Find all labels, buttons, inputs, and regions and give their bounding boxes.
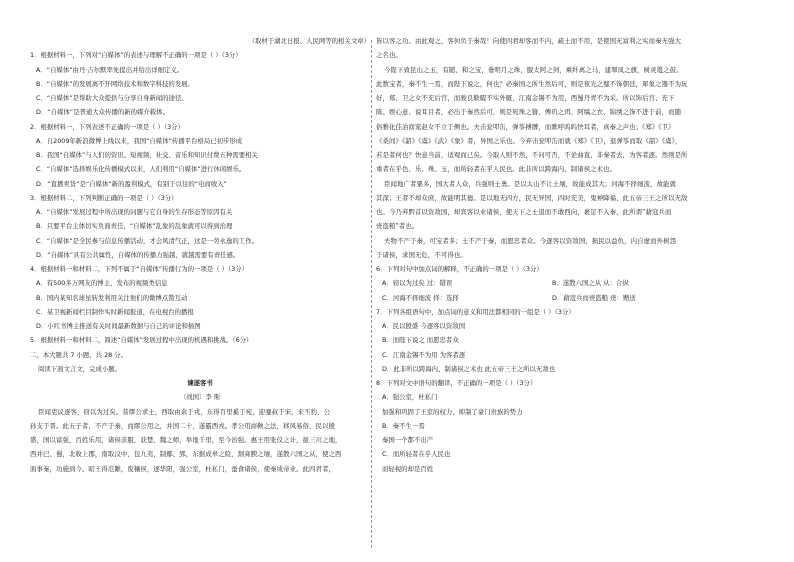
question-6-stem: 6．下列对句中加点词的解释，不正确的一项是（ ）（3分） <box>376 265 543 273</box>
question-1-stem: 1．根据材料一，下列对“自媒体”的表述与理解不正确的一项是（ ）（3分） <box>30 51 242 60</box>
passage-line: 之名也。 <box>376 51 402 60</box>
question-7-option-d[interactable]: D．此非所以跨海内、制诸侯之术也 此五帝三王之所以无敌也 <box>382 364 556 373</box>
passage-line: 面事秦，功施到今。昭王得范雎，废穰侯，逐华阳，强公室，杜私门，蚕食诸侯，使秦成帝业。此四君者， <box>30 464 336 473</box>
question-6-option-b[interactable]: B．遂散六国之从 从：合纵 <box>552 279 629 288</box>
question-7-option-c[interactable]: C．江南金锡不为用 为客者逐 <box>382 350 466 359</box>
question-7-option-b[interactable]: B．而陛下说之 而愿忠者众 <box>382 336 459 345</box>
right-column <box>376 34 764 476</box>
question-2-option-d[interactable]: D．“直播卖货”是“自媒体”新的盈利模式，有别于以往的“电商收入” <box>36 179 227 188</box>
passage-line: 也。今乃弃黔首以资敌国，却宾客以业诸侯，使天下之士退而不敢西向，裹足不入秦，此所谓“藉寇兵而 <box>376 208 672 216</box>
question-4-option-a[interactable]: A．有500多万网友的博主，发布的视频类信息 <box>36 279 168 288</box>
question-5: 5．根据材料一和材料二，简述“自媒体”发展过程中出现的机遇和挑战。（6分） <box>30 336 253 345</box>
passage-line: 陈、娱心意、说耳目者，必出于秦然后可，则是宛珠之簪、傅玑之珥、阿缟之衣、锦绣之饰不进于前，而随 <box>376 108 682 117</box>
question-8-option-a[interactable]: A．强公室，杜私门 <box>382 393 438 402</box>
question-4-option-d[interactable]: D．小红书博主推送有关时间最新数据与自己的评论和插图 <box>36 322 201 330</box>
passage-line: 好，郑、卫之女不充后宫，而骏良駃騠不实外厩，江南金锡不为用，西蜀丹青不为采。所以饰后宫、充下 <box>376 94 675 102</box>
question-6-option-d[interactable]: D．藉寇兵而赍盗粮 赍：赠送 <box>552 293 636 302</box>
question-4-option-c[interactable]: C．某卫视新闻栏目制作实时新闻报道，在电视台的播报 <box>36 307 194 316</box>
question-2-option-a[interactable]: A．自2009年新浪微博上线以来，我国“自媒体”传播平台格局已初步形成 <box>36 136 243 145</box>
passage-line: 《桑间》《韶》《虞》《武》《象》者，异国之乐也。今弃击瓮叩缶而就《郑》《卫》，退弹筝而取《韶》《虞》， <box>376 136 682 145</box>
passage-line: 今陛下致昆山之玉，有随、和之宝，垂明月之珠，服太阿之剑，乘纤离之马，建翠凤之旗，树灵鼍之鼓。 <box>384 65 683 74</box>
question-6-option-c[interactable]: C．河海不择细流 择：选择 <box>382 293 459 302</box>
column-divider <box>371 40 372 548</box>
passage-line: 于诸侯，求国无危，不可得也。 <box>376 250 467 259</box>
question-8-option-a-translation: 加强和巩固了王室的权力，抑制了豪门贵族的势力 <box>382 407 523 416</box>
question-7-option-a[interactable]: A．民以殷盛 今逐客以资敌国 <box>382 322 466 330</box>
question-3-option-d[interactable]: D．“自媒体”具有公共属性，自媒体的传播力强越，就越需要有责任感。 <box>36 250 240 259</box>
question-3-stem: 3．根据材料二，下列判断正确的一项是（ ）（3分） <box>30 193 178 202</box>
question-4-stem: 4．根据材料一和材料二，下列不属于“自媒体”传播行为的一项是（ ）（3分） <box>30 265 249 273</box>
question-3-option-c[interactable]: C．“自媒体”是全民参与信息传播活动，才会风清气正，这是一劳永逸的工作。 <box>36 236 258 245</box>
question-7-stem: 7．下列各组语句中，加点词的意义和用法都相同的一组是（ ）（3分） <box>376 307 575 316</box>
question-8-option-b-translation: 秦国一个都不出产 <box>382 436 434 444</box>
question-3-option-b[interactable]: B．只要平台主体切实负面责任，“自媒体”乱象的乱象就可以得到治理 <box>36 222 233 231</box>
question-6-row-2 <box>376 291 764 305</box>
question-4-option-b[interactable]: B．国内某知名球星转发利用关注他们的微博点赞互动 <box>36 293 188 302</box>
passage-line: 臣闻吏议逐客，窃以为过矣。昔缪公求士，西取由余于戎，东得百里奚于宛，迎蹇叔于宋，来丕豹、公 <box>38 407 331 416</box>
passage-line: 西并巴、蜀，北收上郡，南取汉中，包九夷，制鄢、郢，东据成皋之险，割膏腴之壤，遂散六国之从，使之西 <box>30 450 342 459</box>
passage-line: 俗雅化佳冶窈窕赵女不立于侧也。夫击瓮叩缶，弹筝搏髀，而歌呼呜呜快耳者，真秦之声也；《郑》《卫》 <box>376 122 675 131</box>
passage-line: 臣闻地广者粟多，国大者人众，兵强则士勇。是以太山不让土壤，故能成其大；河海不择细流，故能就 <box>384 179 677 188</box>
question-6-row-1 <box>376 276 764 290</box>
source-note: （取材于湖北日报、人民网等的相关文章） <box>248 37 370 45</box>
question-8-option-b[interactable]: B．秦不生一焉 <box>382 421 425 430</box>
question-8-option-c[interactable]: C．而所轻者在乎人民也 <box>382 450 451 459</box>
passage-line: 此数宝者，秦不生一焉，而陛下说之，何也？必秦国之所生然后可，则是夜光之璧不饰朝廷，犀象之器不为玩 <box>376 79 688 88</box>
question-1-option-d[interactable]: D．“自媒体”是普通大众传播的新的媒介载体。 <box>36 108 169 117</box>
question-1-option-c[interactable]: C．“自媒体”是帮助大众提供与分享自身新闻的途径。 <box>36 94 188 102</box>
passage-line: 孙支于晋。此五子者，不产于秦，而缪公用之，并国二十，遂霸西戎。孝公用商鞅之法，移风易俗，民以殷 <box>30 421 336 430</box>
passage-line: 夫物不产于秦，可宝者多；士不产于秦，而愿忠者众。今逐客以资敌国，损民以益仇，内自虚而外树怨 <box>384 236 677 245</box>
section-heading: 二、本大题共 7 小题，共 28 分。 <box>30 350 128 359</box>
passage-author: 〔战国〕李 斯 <box>179 393 221 402</box>
question-8-option-c-translation: 而轻视的却是百姓 <box>382 464 434 473</box>
passage-line: 若是者何也？快意当前，适观而已矣。今取人则不然，不问可否，不论曲直，非秦者去，为客者逐。然则是所 <box>376 151 688 159</box>
passage-line: 重者在乎色、乐、珠、玉，而所轻者在乎人民也。此非所以跨海内、制诸侯之术也。 <box>376 165 617 174</box>
passage-line: 皆以客之功。由此观之，客何负于秦哉！向使四君却客而不内，疏士而不用，是使国无富利之实而秦无强大 <box>376 37 682 45</box>
question-2-stem: 2．根据材料一，下列表述不正确的一项是（ ）（3分） <box>30 122 184 131</box>
question-8-stem: 8．下列对文中语句的翻译，不正确的一项是（ ）（3分） <box>376 379 537 387</box>
instruction-text: 阅读下面文言文，完成小题。 <box>38 364 122 373</box>
passage-line: 赍盗粮”者也。 <box>376 222 419 231</box>
question-2-option-c[interactable]: C．“自媒体”选择娱乐化传播模式以来，人们利用“自媒体”进行休闲娱乐。 <box>36 165 246 174</box>
question-6-option-a[interactable]: A．窃以为过矣 过：错误 <box>382 279 453 288</box>
question-1-option-a[interactable]: A．“自媒体”由丹·吉尔默率先提出并给出详细定义。 <box>36 65 184 74</box>
question-3-option-a[interactable]: A．“自媒体”发展过程中所出现的问题与它自身的生存形态等原因有关 <box>36 208 233 216</box>
passage-line: 其深；王者不却众庶，故能明其德。是以地无四方，民无异国，四时充美，鬼神降福，此五帝三王之所以无敌 <box>376 193 688 202</box>
question-2-option-b[interactable]: B．我国“自媒体”与人们的资讯、短视频、社交、音乐和知识付费五种需要相关 <box>36 151 258 159</box>
passage-line: 盛，国以富强，百姓乐用，诸侯亲服，获楚、魏之师，举地千里，至今治强。惠王用张仪之计，拔三川之地， <box>30 436 342 444</box>
left-column <box>30 34 370 476</box>
passage-title: 谏逐客书 <box>187 379 213 387</box>
question-1-option-b[interactable]: B．“自媒体”的发展离不开网络技术和数字科技的发展。 <box>36 79 194 88</box>
